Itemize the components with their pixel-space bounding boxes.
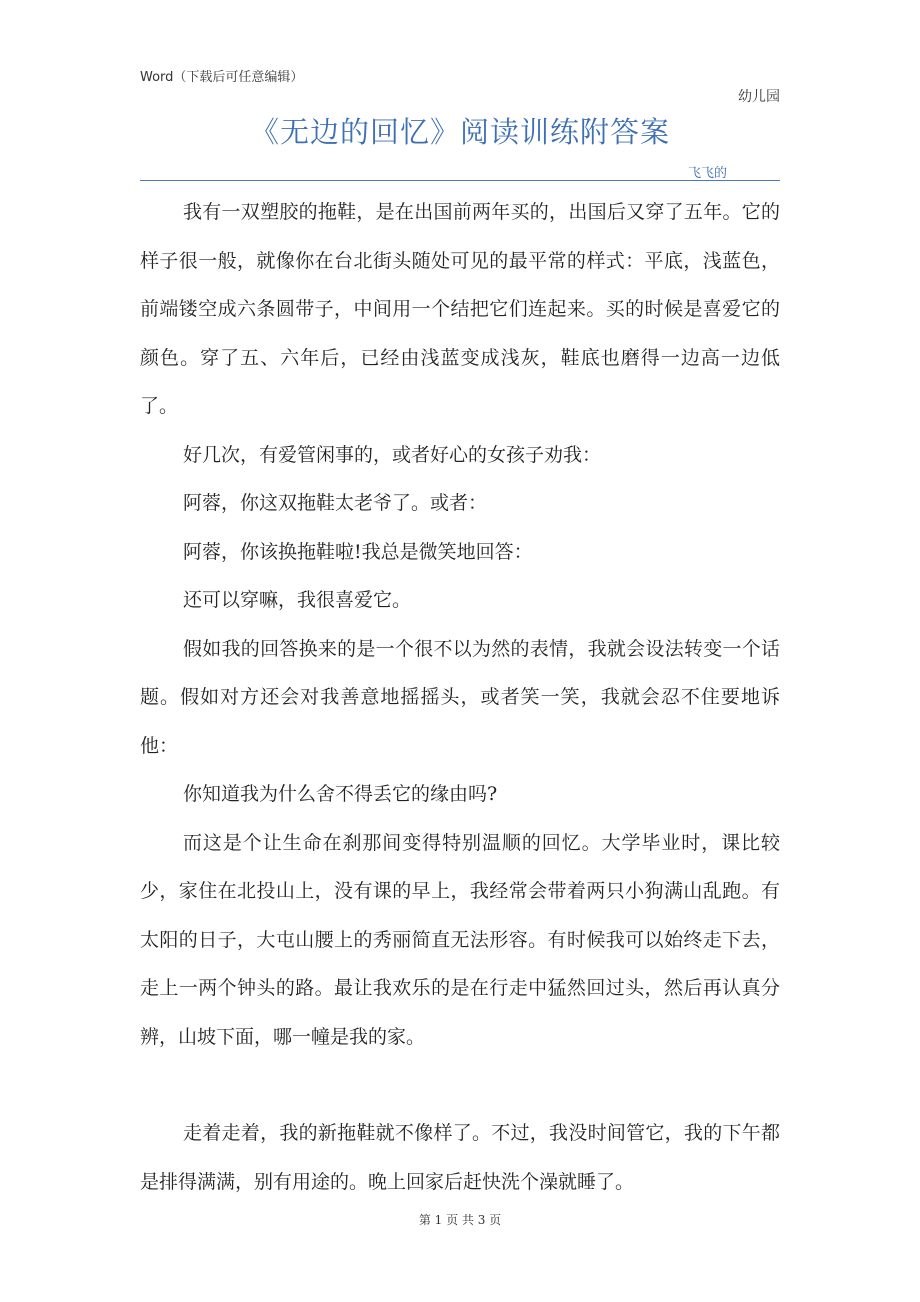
paragraph: 假如我的回答换来的是一个很不以为然的表情，我就会设法转变一个话题。假如对方还会对我善意地摇摇头，或者笑一笑，我就会忍不住要地诉他：	[140, 637, 780, 757]
page-footer: 第 1 页 共 3 页	[418, 1213, 502, 1227]
paragraph: 而这是个让生命在刹那间变得特别温顺的回忆。大学毕业时，课比较少，家住在北投山上，没有课的早上，我经常会带着两只小狗满山乱跑。有太阳的日子，大屯山腰上的秀丽简直无法形容。有时候我可以始终走下去，走上一两个钟头的路。最让我欢乐的是在行走中猛然回过头，然后再认真分辨，山坡下面，哪一幢是我的家。	[140, 831, 780, 1048]
paragraph: 走着走着，我的新拖鞋就不像样了。不过，我没时间管它，我的下午都是排得满满，别有用途的。晚上回家后赶快洗个澡就睡了。	[140, 1122, 780, 1193]
title-divider	[140, 180, 780, 181]
paragraph: 阿蓉，你这双拖鞋太老爷了。或者：	[183, 492, 488, 514]
paragraph: 你知道我为什么舍不得丢它的缘由吗?	[183, 783, 498, 805]
paragraph: 阿蓉，你该换拖鞋啦!我总是微笑地回答：	[183, 540, 533, 563]
header-right-text: 幼儿园	[738, 89, 780, 105]
paragraph: 还可以穿嘛，我很喜爱它。	[183, 589, 412, 611]
header-left-text: Word（下载后可任意编辑）	[140, 70, 304, 85]
paragraph: 好几次，有爱管闲事的，或者好心的女孩子劝我：	[183, 443, 602, 466]
author-name: 飞飞的	[688, 166, 728, 181]
paragraph: 我有一双塑胶的拖鞋，是在出国前两年买的，出国后又穿了五年。它的样子很一般，就像你在台北街头随处可见的最平常的样式：平底，浅蓝色，前端镂空成六条圆带子，中间用一个结把它们连起来。买的时候是喜爱它的颜色。穿了五、六年后，已经由浅蓝变成浅灰，鞋底也磨得一边高一边低了。	[140, 201, 780, 417]
document-title: 《无边的回忆》阅读训练附答案	[249, 115, 670, 149]
document-body	[140, 188, 780, 1206]
